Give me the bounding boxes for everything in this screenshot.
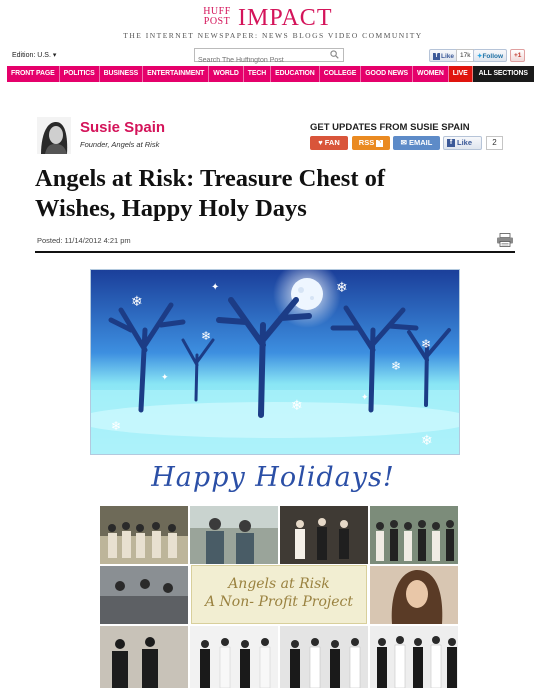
rss-button[interactable]	[352, 136, 390, 150]
section-title[interactable]: IMPACT	[238, 5, 333, 31]
twitter-follow-button[interactable]	[473, 49, 507, 62]
svg-text:✦: ✦	[211, 282, 220, 293]
nav-all-sections[interactable]: ALL SECTIONS	[473, 66, 534, 82]
print-icon[interactable]	[496, 233, 514, 247]
fan-button-label: FAN	[324, 138, 340, 147]
nav-item[interactable]: ENTERTAINMENT	[143, 66, 209, 82]
nav-live[interactable]: LIVE	[449, 66, 473, 82]
svg-text:❄: ❄	[111, 419, 122, 433]
nav-item[interactable]: BUSINESS	[100, 66, 143, 82]
facebook-icon: f	[433, 53, 440, 60]
article-headline	[35, 164, 515, 224]
email-button[interactable]	[393, 136, 440, 150]
nav-item[interactable]: WORLD	[209, 66, 244, 82]
heart-icon: ♥	[318, 138, 325, 147]
envelope-icon: ✉	[400, 138, 410, 147]
nav-item[interactable]: GOOD NEWS	[361, 66, 413, 82]
svg-text:✦: ✦	[361, 392, 369, 402]
facebook-like-count: 17k	[456, 49, 474, 62]
svg-text:❄: ❄	[291, 397, 303, 413]
twitter-follow-label: Follow	[482, 53, 504, 60]
nav-item[interactable]: POLITICS	[60, 66, 100, 82]
nav-item[interactable]: TECH	[244, 66, 271, 82]
headline-divider	[35, 251, 515, 253]
updates-heading: GET UPDATES FROM SUSIE SPAIN	[310, 122, 470, 133]
nav-item[interactable]: FRONT PAGE	[7, 66, 60, 82]
rss-button-label: RSS	[358, 138, 375, 147]
fan-button[interactable]	[310, 136, 348, 150]
huffpost-logo[interactable]: HUFF POST	[203, 6, 231, 27]
svg-text:❄: ❄	[391, 359, 402, 373]
like-label: Like	[457, 138, 473, 147]
main-nav	[7, 66, 531, 82]
search-icon[interactable]	[330, 50, 339, 59]
nav-item[interactable]: WOMEN	[413, 66, 449, 82]
svg-text:❄: ❄	[421, 337, 432, 351]
svg-text:❄: ❄	[336, 279, 348, 295]
svg-text:❄: ❄	[421, 432, 433, 448]
rss-icon: ◝	[376, 140, 383, 147]
facebook-like-label: Like	[441, 53, 455, 60]
card-line: A Non- Profit Project	[204, 594, 354, 610]
headline-line: Angels at Risk: Treasure Chest of	[35, 165, 386, 192]
google-plus-button[interactable]: +1	[510, 49, 525, 62]
author-avatar[interactable]	[37, 117, 71, 154]
nav-item[interactable]: COLLEGE	[320, 66, 362, 82]
svg-text:❄: ❄	[201, 329, 212, 343]
email-button-label: EMAIL	[409, 138, 433, 147]
tagline: THE INTERNET NEWSPAPER: NEWS BLOGS VIDEO COMMUNITY	[123, 31, 423, 40]
headline-line: Wishes, Happy Holy Days	[35, 195, 307, 222]
twitter-icon: ✦	[477, 53, 483, 60]
facebook-icon: f	[447, 139, 455, 147]
winter-night-image	[90, 269, 460, 455]
angels-at-risk-card	[191, 565, 367, 624]
posted-date: Posted: 11/14/2012 4:21 pm	[37, 236, 131, 245]
edition-selector[interactable]: Edition: U.S. ▾	[12, 52, 57, 59]
search-box[interactable]	[194, 48, 344, 62]
happy-holidays-greeting: Happy Holidays!	[151, 462, 395, 493]
author-name[interactable]: Susie Spain	[80, 119, 166, 136]
author-title: Founder, Angels at Risk	[80, 140, 160, 149]
card-line: Angels at Risk	[228, 576, 330, 592]
svg-text:❄: ❄	[131, 293, 143, 309]
svg-text:✦: ✦	[161, 372, 169, 382]
nav-item[interactable]: EDUCATION	[271, 66, 320, 82]
facebook-like-author-button[interactable]	[443, 136, 482, 150]
search-input[interactable]	[195, 55, 328, 67]
facebook-like-button[interactable]	[429, 49, 458, 62]
like-count: 2	[486, 136, 503, 150]
